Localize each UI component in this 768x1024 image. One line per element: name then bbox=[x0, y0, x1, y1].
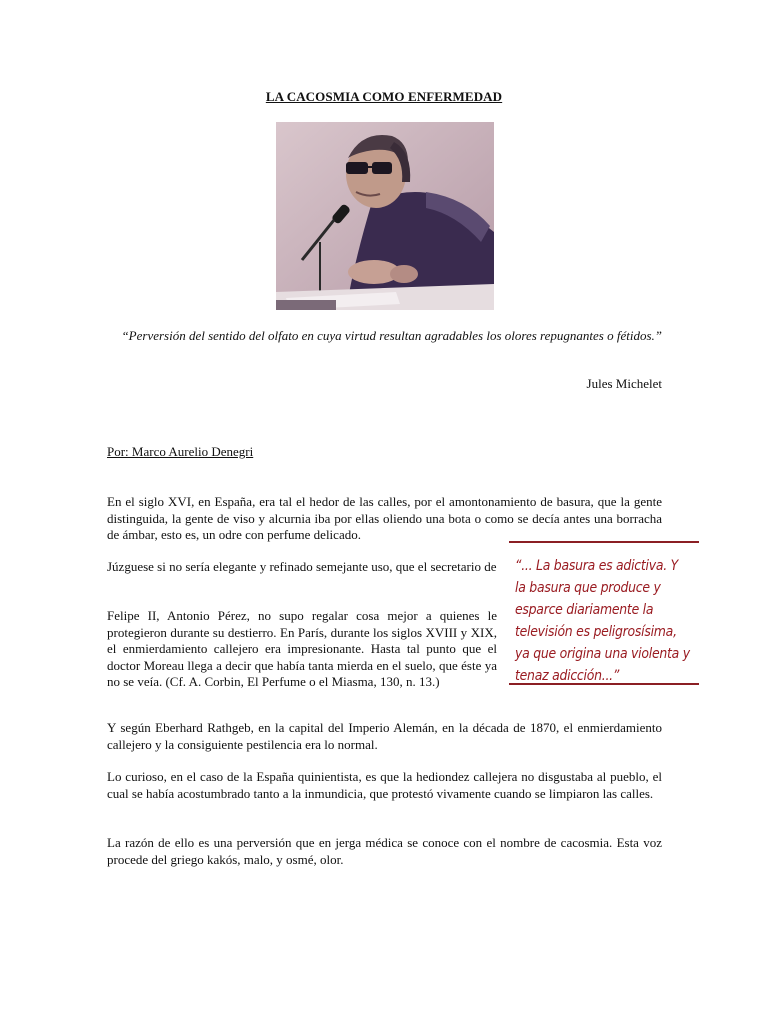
epigraph-quote: “Perversión del sentido del olfato en cuya virtud resultan agradables los olores repugnantes o fétidos.” bbox=[121, 328, 662, 343]
author-photo bbox=[276, 122, 494, 310]
paragraph: En el siglo XVI, en España, era tal el hedor de las calles, por el amontonamiento de basura, que la gente distinguida, la gente de viso y alcurnia iba por ellas oliendo una bota o como se decía antes una borracha de ámbar, esto es, un odre con perfume delicado. bbox=[107, 494, 662, 542]
epigraph-author: Jules Michelet bbox=[586, 376, 662, 391]
pullquote-text: “... La basura es adictiva. Y la basura que produce y esparce diariamente la televisión es peligrosísima, ya que origina una violenta y tenaz adicción...” bbox=[515, 558, 690, 684]
document-title: LA CACOSMIA COMO ENFERMEDAD bbox=[265, 89, 503, 104]
paragraph: Y según Eberhard Rathgeb, en la capital del Imperio Alemán, en la década de 1870, el enmierdamiento callejero y la consiguiente pestilencia era lo normal. bbox=[107, 720, 662, 752]
paragraph: Lo curioso, en el caso de la España quinientista, es que la hediondez callejera no disgustaba al pueblo, el cual se había acostumbrado tanto a la inmundicia, que protestó vivamente cuando se limpiaron las calles. bbox=[107, 769, 662, 801]
paragraph: Júzguese si no sería elegante y refinado semejante uso, que el secretario de bbox=[107, 559, 497, 574]
byline: Por: Marco Aurelio Denegri bbox=[107, 444, 254, 459]
pullquote-box bbox=[509, 541, 699, 685]
paragraph: La razón de ello es una perversión que en jerga médica se conoce con el nombre de cacosmia. Esta voz procede del griego kakós, malo, y osmé, olor. bbox=[107, 835, 662, 867]
paragraph: Felipe II, Antonio Pérez, no supo regalar cosa mejor a quienes le protegieron durante su destierro. En París, durante los siglos XVIII y XIX, el enmierdamiento callejero era impresionante. Hasta tal punto que el doctor Moreau llega a decir que había tanta mierda en el suelo, que éste ya no se veía. (Cf. A. Corbin, El Perfume o el Miasma, 130, n. 13.) bbox=[107, 608, 497, 689]
author-photo-illustration bbox=[276, 122, 494, 310]
